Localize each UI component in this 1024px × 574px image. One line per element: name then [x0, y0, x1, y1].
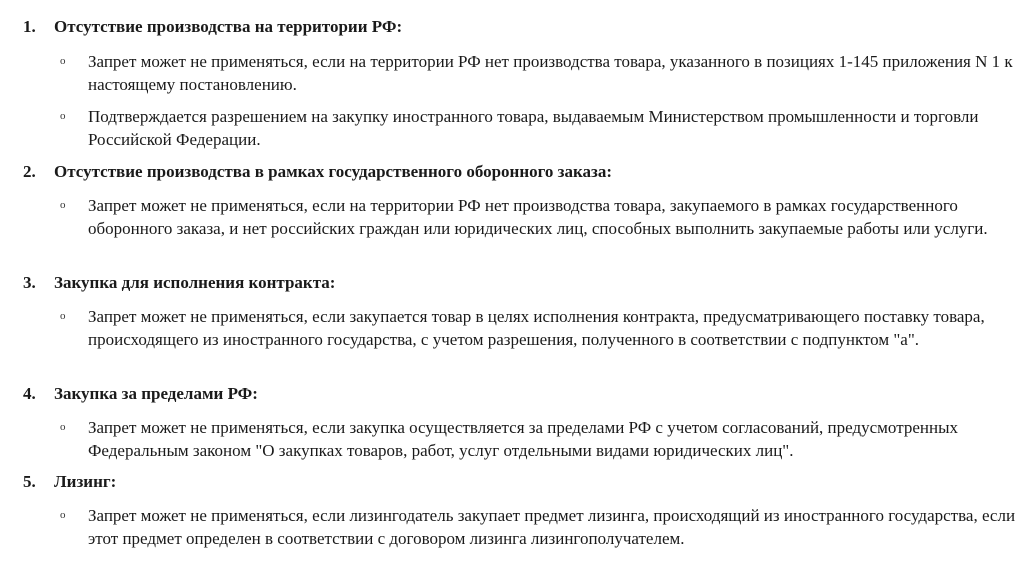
section-4-item-1-text: Запрет может не применяться, если закупка осуществляется за пределами РФ с учетом согласований, предусмотренных Федеральным законом "О закупках товаров, работ, услуг отдельными видами юридических лиц". — [88, 418, 958, 460]
section-5-item-1-text: Запрет может не применяться, если лизингодатель закупает предмет лизинга, происходящий из иностранного государства, если этот предмет определен в соответствии с договором лизинга лизингополучателем. — [88, 506, 1016, 548]
section-5-item-1 — [60, 504, 1020, 550]
section-1-item-1-text: Запрет может не применяться, если на территории РФ нет производства товара, указанного в позициях 1-145 приложения N 1 к настоящему постановлению. — [88, 52, 1013, 94]
section-3-number: 3. — [23, 273, 36, 292]
bullet-icon: o — [60, 509, 66, 521]
section-5-number: 5. — [23, 472, 36, 491]
section-3-item-1 — [60, 305, 1020, 351]
section-1-number: 1. — [23, 17, 36, 36]
section-5-heading — [23, 470, 116, 494]
section-4-item-1 — [60, 416, 1020, 462]
section-4-number: 4. — [23, 384, 36, 403]
section-1-item-2-text: Подтверждается разрешением на закупку иностранного товара, выдаваемым Министерством промышленности и торговли Российской Федерации. — [88, 107, 979, 149]
section-1-heading — [23, 15, 402, 39]
section-3-title: Закупка для исполнения контракта: — [54, 273, 336, 292]
bullet-icon: o — [60, 199, 66, 211]
section-1-item-1 — [60, 50, 1020, 96]
bullet-icon: o — [60, 310, 66, 322]
bullet-icon: o — [60, 55, 66, 67]
section-2-heading — [23, 160, 612, 184]
section-2-item-1-text: Запрет может не применяться, если на территории РФ нет производства товара, закупаемого в рамках государственного оборонного заказа, и нет российских граждан или юридических лиц, способных выполнить закупаемые работы или услуги. — [88, 196, 988, 238]
section-2-title: Отсутствие производства в рамках государственного оборонного заказа: — [54, 162, 613, 181]
section-2-item-1 — [60, 194, 1020, 240]
section-5-title: Лизинг: — [54, 472, 117, 491]
section-4-heading — [23, 382, 258, 406]
section-1-item-2 — [60, 105, 1020, 151]
section-1-title: Отсутствие производства на территории РФ: — [54, 17, 403, 36]
section-3-item-1-text: Запрет может не применяться, если закупается товар в целях исполнения контракта, предусматривающего поставку товара, происходящего из иностранного государства, с учетом разрешения, полученного в соответствии с подпунктом "а". — [88, 307, 985, 349]
section-2-number: 2. — [23, 162, 36, 181]
section-3-heading — [23, 271, 335, 295]
bullet-icon: o — [60, 421, 66, 433]
bullet-icon: o — [60, 110, 66, 122]
section-4-title: Закупка за пределами РФ: — [54, 384, 258, 403]
